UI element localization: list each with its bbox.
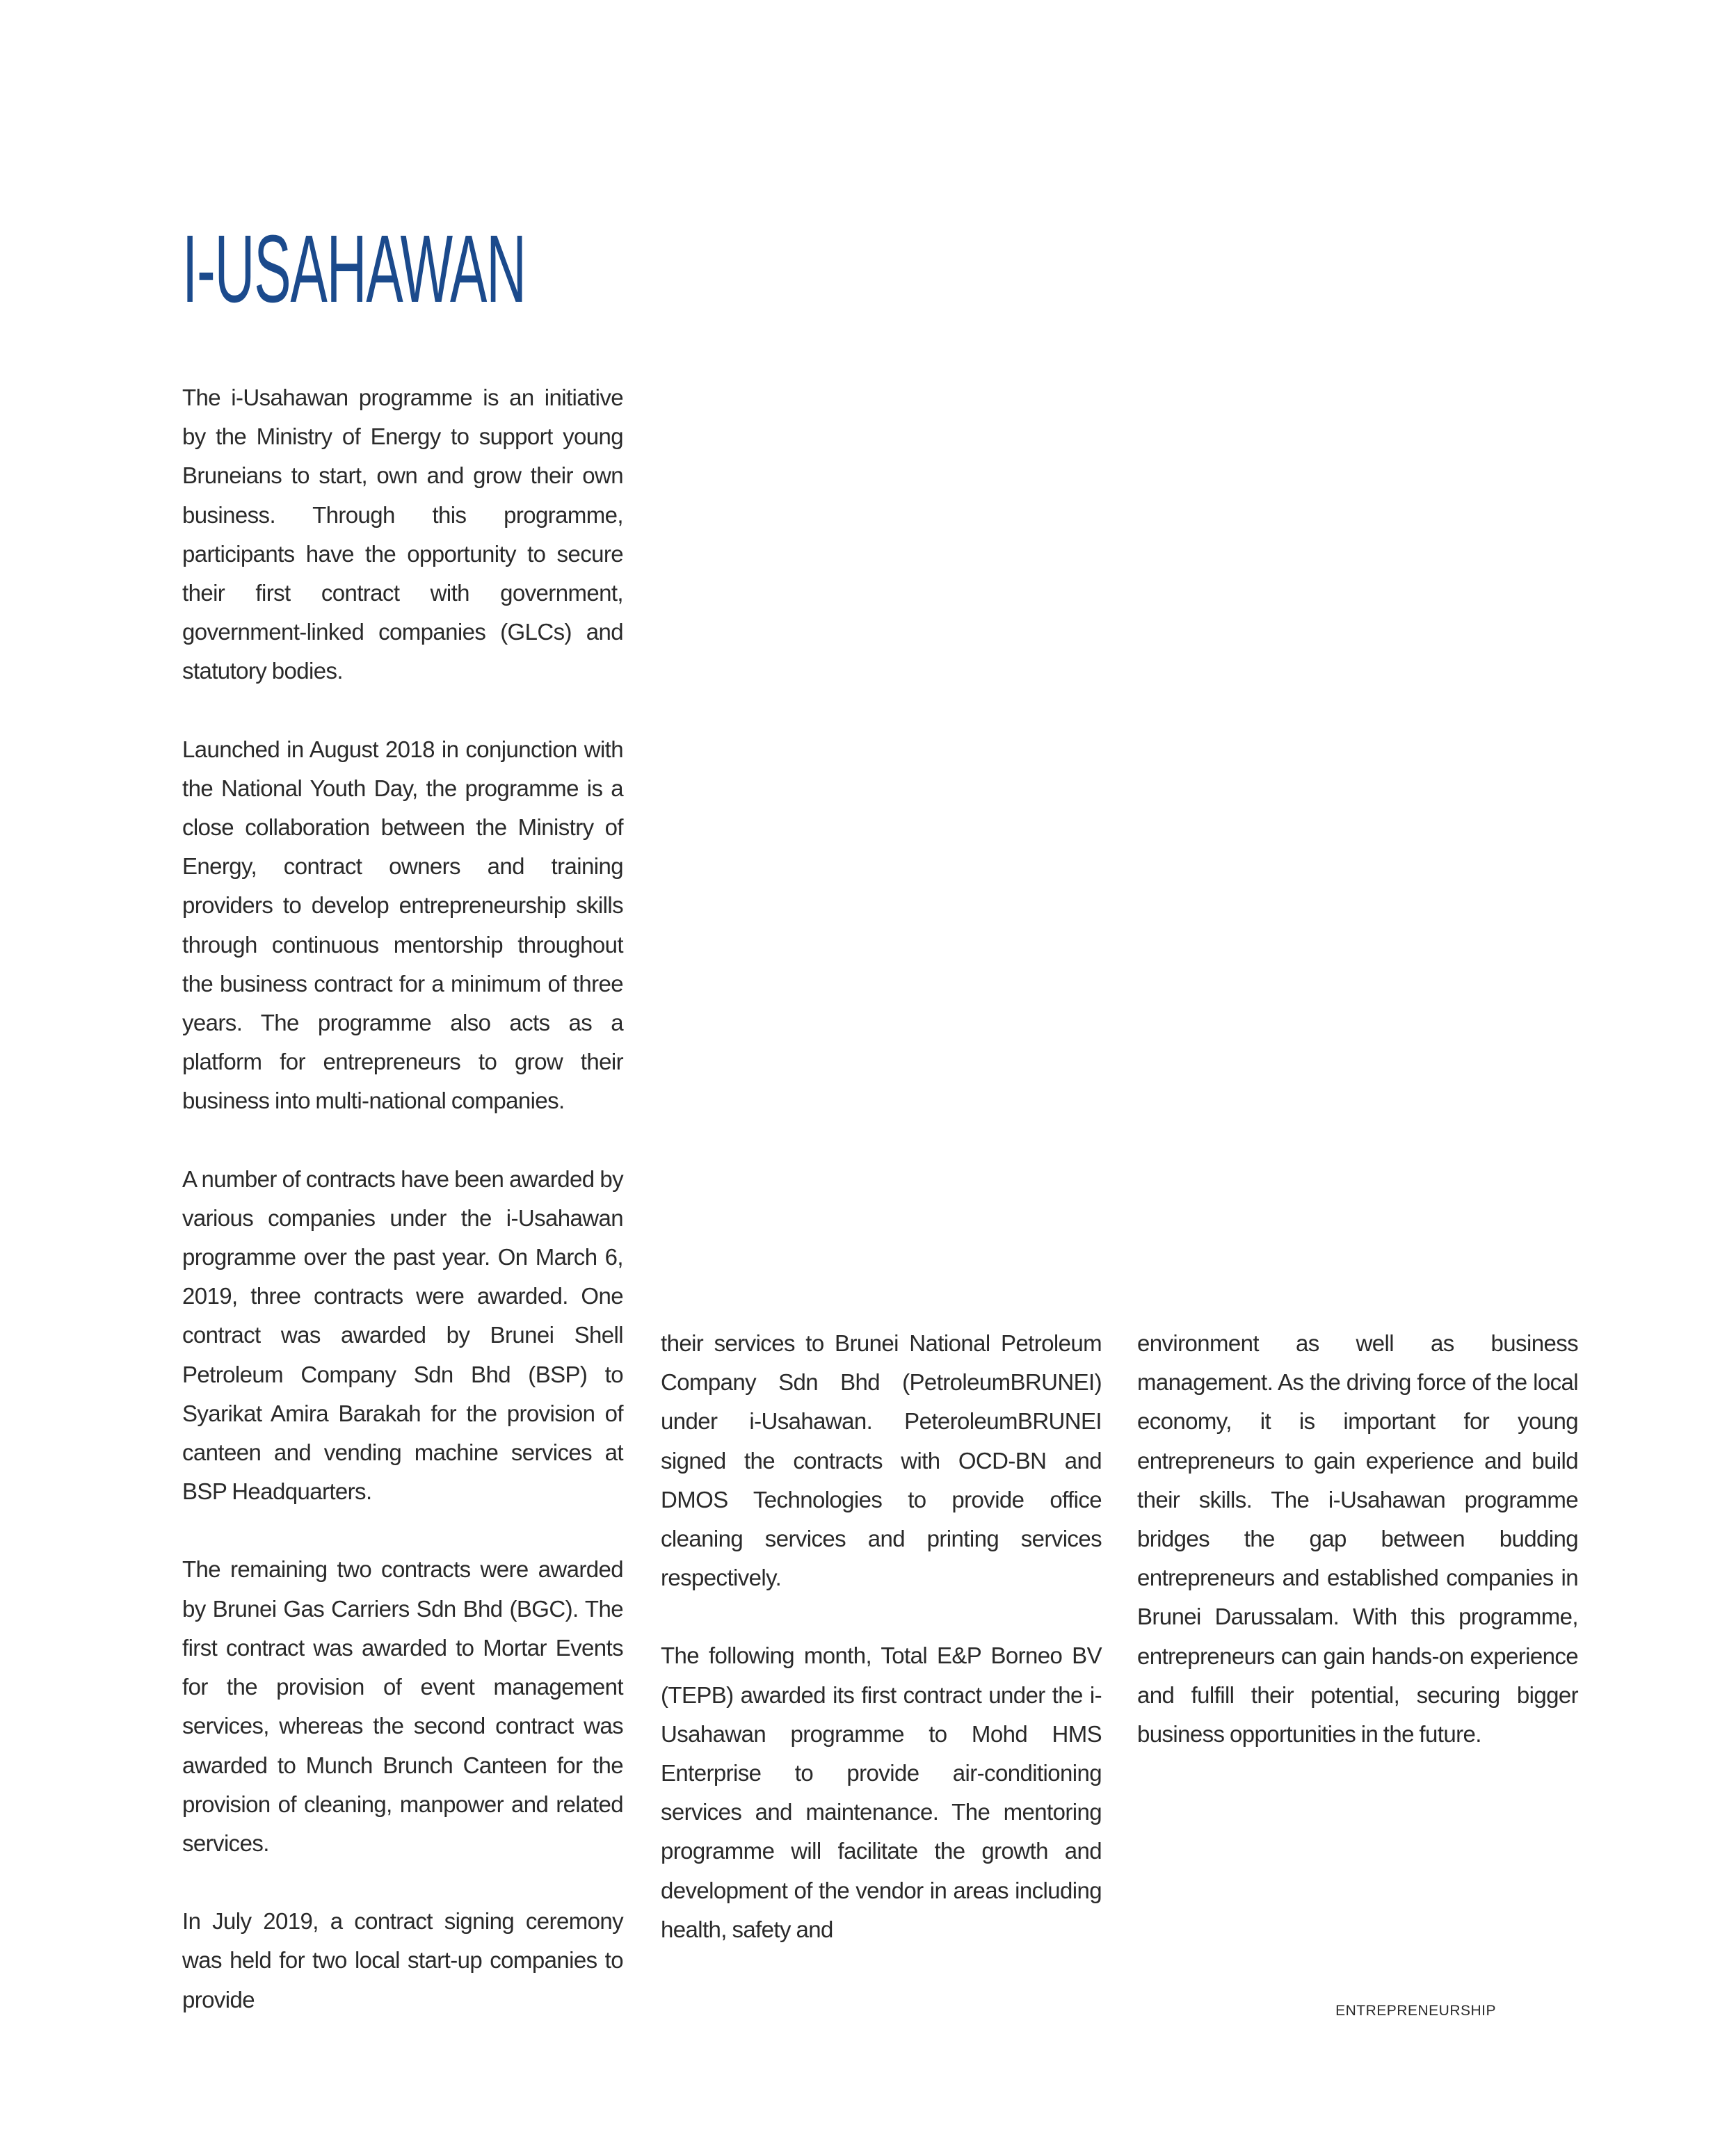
paragraph: The remaining two contracts were awarded by Brunei Gas Carriers Sdn Bhd (BGC). The first contract was awarded to Mortar Events for the provision of event management services, whereas the second contract was awarded to Munch Brunch Canteen for the provision of cleaning, manpower and related services.: [182, 1556, 623, 1856]
article-column-1: [182, 378, 623, 2019]
paragraph: Launched in August 2018 in conjunction with the National Youth Day, the programme is a close collaboration between the Ministry of Energy, contract owners and training providers to develop entrepreneurship skills through continuous mentorship throughout the business contract for a minimum of three years. The programme also acts as a platform for entrepreneurs to grow their business into multi-national companies.: [182, 736, 623, 1114]
paragraph: In July 2019, a contract signing ceremony was held for two local start-up companies to provide: [182, 1908, 623, 2012]
paragraph: The following month, Total E&P Borneo BV (TEPB) awarded its first contract under the i-Usahawan programme to Mohd HMS Enterprise to provide air-conditioning services and maintenance. The mentoring programme will facilitate the growth and development of the vendor in areas including health, safety and: [661, 1643, 1102, 1942]
paragraph: their services to Brunei National Petroleum Company Sdn Bhd (PetroleumBRUNEI) under i-Usahawan. PeteroleumBRUNEI signed the contracts with OCD-BN and DMOS Technologies to provide office cleaning services and printing services respectively.: [661, 1330, 1102, 1591]
article-column-2: [661, 1324, 1102, 1949]
section-footer-label: ENTREPRENEURSHIP: [1335, 2003, 1496, 2019]
paragraph: A number of contracts have been awarded by various companies under the i-Usahawan programme over the past year. On March 6, 2019, three contracts were awarded. One contract was awarded by Brunei Shell Petroleum Company Sdn Bhd (BSP) to Syarikat Amira Barakah for the provision of canteen and vending machine services at BSP Headquarters.: [182, 1165, 623, 1505]
paragraph: environment as well as business management. As the driving force of the local economy, it is important for young entrepreneurs to gain experience and build their skills. The i-Usahawan programme bridges the gap between budding entrepreneurs and established companies in Brunei Darussalam. With this programme, entrepreneurs can gain hands-on experience and fulfill their potential, securing bigger business opportunities in the future.: [1137, 1330, 1578, 1748]
article-column-3: [1137, 1324, 1578, 1754]
paragraph: The i-Usahawan programme is an initiative by the Ministry of Energy to support young Bruneians to start, own and grow their own business. Through this programme, participants have the opportunity to secure their first contract with government, government-linked companies (GLCs) and statutory bodies.: [182, 385, 623, 684]
page-title: I-USAHAWAN: [182, 216, 526, 323]
